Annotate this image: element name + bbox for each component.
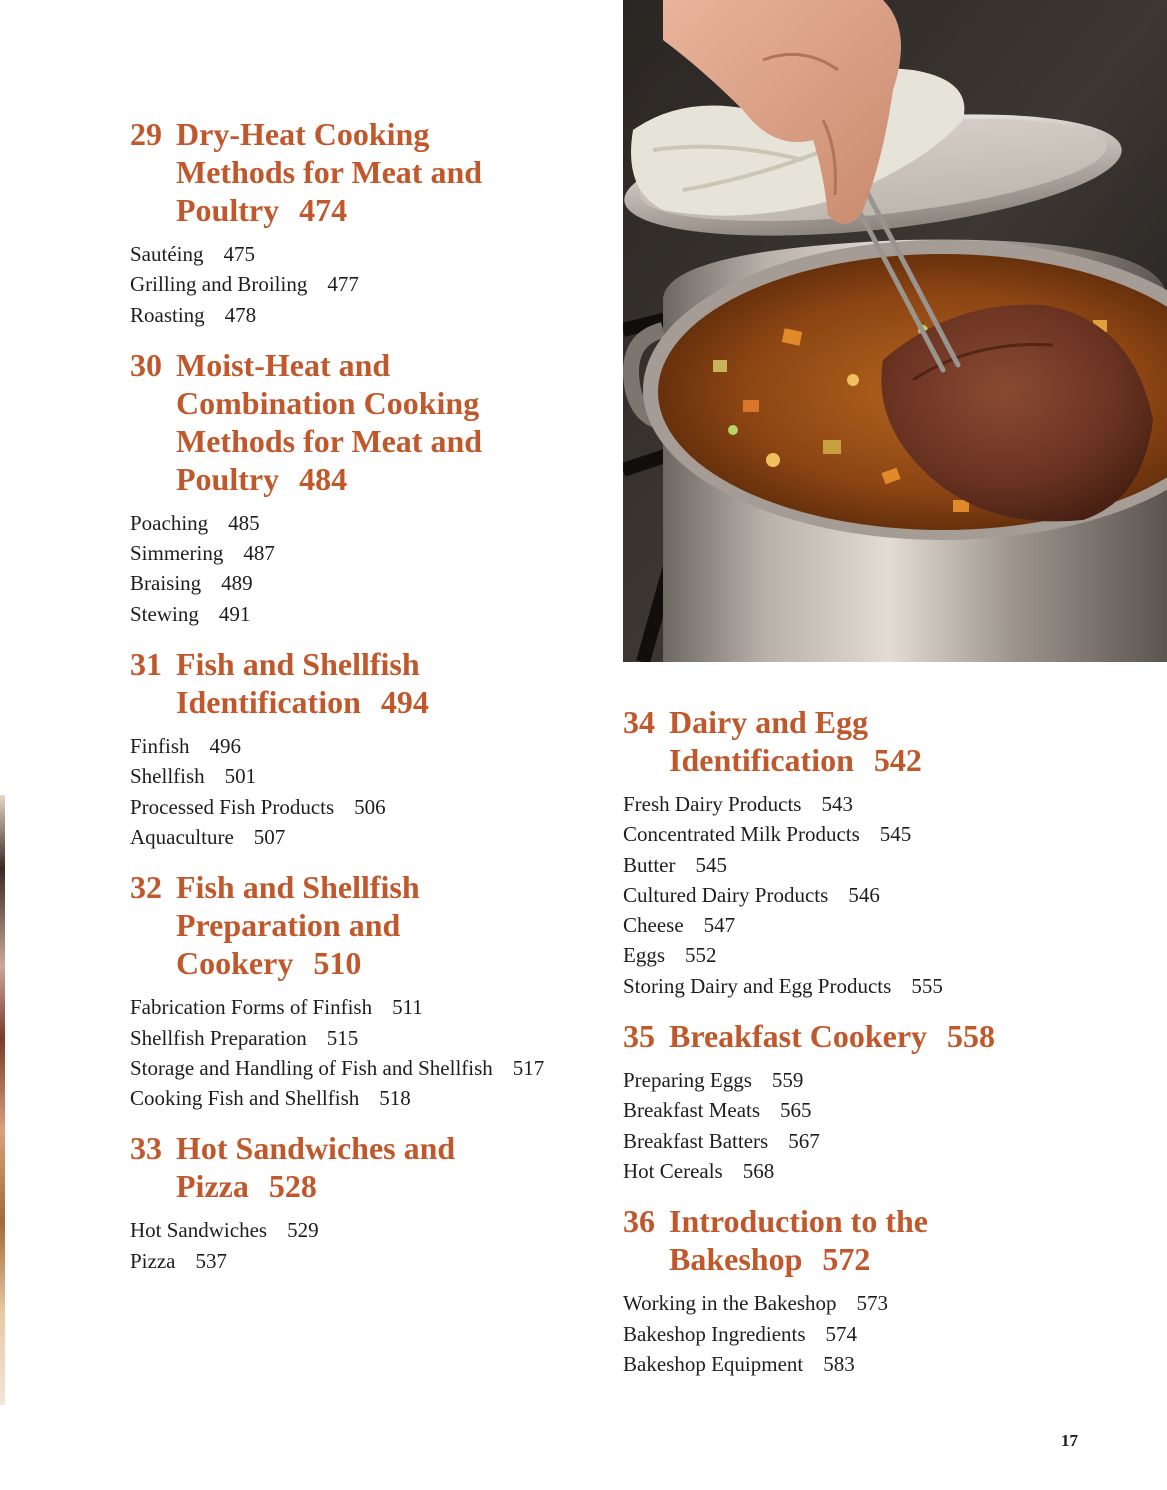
chapter-title-line: Cookery [176,945,294,982]
section-title: Hot Sandwiches [130,1218,268,1243]
section-entry[interactable] [623,910,1093,940]
section-title: Storing Dairy and Egg Products [623,973,892,998]
section-title: Storage and Handling of Fish and Shellfish [130,1055,493,1080]
section-title: Eggs [623,943,665,968]
chapter-title-line: Bakeshop [669,1241,803,1278]
section-list [130,1215,560,1276]
section-page-number: 485 [228,510,260,535]
section-page-number: 501 [224,764,257,789]
section-title: Fabrication Forms of Finfish [130,995,373,1020]
pot-roast-photo [623,0,1167,662]
chapter-title-line: Fish and Shellfish [176,646,420,683]
section-list [623,1065,1093,1186]
section-page-number: 547 [703,913,736,938]
section-page-number: 496 [209,734,242,759]
section-list [130,508,560,629]
section-entry[interactable] [130,269,560,299]
section-list [130,731,560,852]
section-page-number: 565 [780,1098,812,1123]
section-entry[interactable] [623,819,1093,849]
section-entry[interactable] [623,1126,1093,1156]
section-page-number: 559 [771,1068,804,1093]
chapter-number: 30 [130,346,162,383]
chapter-title-line: Methods for Meat and [176,422,483,459]
section-page-number: 511 [392,995,423,1020]
chapter-title-line: Hot Sandwiches and [176,1130,456,1167]
section-entry[interactable] [130,300,560,330]
chapter-page-number: 474 [299,192,348,228]
chapter-heading[interactable] [623,703,1093,779]
section-title: Working in the Bakeshop [623,1291,837,1316]
section-page-number: 568 [742,1158,775,1183]
section-entry[interactable] [623,1349,1093,1379]
section-entry[interactable] [623,1156,1093,1186]
section-page-number: 506 [354,794,386,819]
edge-photo-strip [0,795,5,1405]
section-title: Shellfish Preparation [130,1025,307,1050]
toc-left-column [130,115,560,1292]
chapter-page-number: 558 [947,1018,996,1055]
section-title: Aquaculture [130,824,234,849]
chapter-title-line: Combination Cooking [176,384,480,421]
section-title: Bakeshop Equipment [623,1351,804,1376]
chapter-number: 31 [130,646,162,683]
chapter-title-line: Introduction to the [669,1203,928,1240]
section-entry[interactable] [130,1083,560,1113]
section-title: Hot Cereals [623,1158,723,1183]
chapter-number: 29 [130,116,162,152]
chapter-heading[interactable] [130,868,560,982]
section-entry[interactable] [130,1053,560,1083]
section-title: Cultured Dairy Products [623,882,829,907]
section-page-number: 545 [879,822,912,847]
chapter-title-line: Identification [669,742,854,778]
section-page-number: 573 [856,1291,889,1316]
section-page-number: 555 [911,973,943,998]
section-title: Simmering [130,541,224,566]
section-list [130,992,560,1113]
chapter-page-number: 572 [822,1241,871,1278]
section-title: Fresh Dairy Products [623,792,802,816]
section-title: Cooking Fish and Shellfish [130,1086,360,1111]
section-entry[interactable] [130,239,560,269]
section-title: Breakfast Batters [623,1128,769,1153]
chapter-title-line: Pizza [176,1168,249,1205]
chapter-33 [130,1129,560,1276]
section-entry[interactable] [130,792,560,822]
chapter-page-number: 528 [268,1168,317,1205]
section-page-number: 478 [224,302,257,327]
chapter-number: 32 [130,869,162,906]
section-entry[interactable] [130,1023,560,1053]
chapter-title-line: Methods for Meat and [176,154,483,190]
section-title: Sautéing [130,242,204,266]
section-entry[interactable] [623,971,1093,1001]
section-page-number: 507 [253,824,286,849]
chapter-title-line: Dry-Heat Cooking [176,116,430,152]
section-page-number: 567 [788,1128,820,1153]
section-title: Processed Fish Products [130,794,335,819]
section-entry[interactable] [130,568,560,598]
section-page-number: 552 [685,943,717,968]
section-entry[interactable] [623,1288,1093,1318]
chapter-29 [130,115,560,330]
section-title: Shellfish [130,764,205,789]
chapter-32 [130,868,560,1113]
section-page-number: 545 [695,852,727,877]
chapter-heading[interactable] [623,1202,1093,1278]
section-title: Braising [130,571,202,596]
section-entry[interactable] [130,1215,560,1245]
section-entry[interactable] [623,1319,1093,1349]
chapter-36 [623,1202,1093,1379]
section-title: Bakeshop Ingredients [623,1321,806,1346]
section-entry[interactable] [130,1246,560,1276]
section-title: Grilling and Broiling [130,272,308,297]
chapter-heading[interactable] [130,645,560,721]
section-title: Poaching [130,510,209,535]
chapter-heading[interactable] [130,115,560,229]
section-entry[interactable] [623,850,1093,880]
chapter-title-line: Poultry [176,192,280,228]
chapter-page-number: 484 [299,460,348,497]
section-page-number: 475 [223,242,255,266]
chapter-page-number: 510 [313,945,362,982]
section-entry[interactable] [130,731,560,761]
chapter-number: 33 [130,1130,162,1167]
section-title: Cheese [623,913,684,938]
section-entry[interactable] [623,880,1093,910]
section-page-number: 543 [821,792,853,816]
section-entry[interactable] [130,761,560,791]
chapter-title-line: Identification [176,684,361,721]
section-page-number: 489 [221,571,253,596]
pot-roast-illustration [623,0,1167,662]
section-page-number: 583 [823,1351,855,1376]
section-list [623,1288,1093,1379]
chapter-35 [623,1017,1093,1186]
chapter-heading[interactable] [623,1017,1093,1055]
toc-right-column [623,703,1093,1395]
section-title: Roasting [130,302,205,327]
chapter-page-number: 494 [380,684,429,721]
section-title: Preparing Eggs [623,1068,752,1093]
chapter-title-line: Dairy and Egg [669,704,869,740]
chapter-34 [623,703,1093,1001]
section-page-number: 487 [243,541,275,566]
section-list [130,239,560,330]
section-page-number: 529 [287,1218,319,1243]
section-entry[interactable] [623,1065,1093,1095]
section-entry[interactable] [130,538,560,568]
chapter-30 [130,346,560,629]
chapter-number: 36 [623,1203,655,1240]
section-title: Finfish [130,734,190,759]
section-title: Stewing [130,601,199,626]
section-page-number: 515 [326,1025,359,1050]
section-title: Breakfast Meats [623,1098,761,1123]
section-page-number: 574 [825,1321,858,1346]
section-page-number: 491 [218,601,251,626]
section-entry[interactable] [130,599,560,629]
chapter-heading[interactable] [130,1129,560,1205]
section-title: Pizza [130,1248,176,1273]
chapter-title-line: Poultry [176,460,280,497]
chapter-heading[interactable] [130,346,560,498]
section-page-number: 477 [327,272,359,297]
section-entry[interactable] [130,992,560,1022]
section-entry[interactable] [130,508,560,538]
section-entry[interactable] [623,940,1093,970]
section-title: Concentrated Milk Products [623,822,860,847]
section-page-number: 537 [195,1248,227,1273]
page-number: 17 [1061,1431,1078,1450]
chapter-number: 34 [623,704,655,740]
section-page-number: 518 [379,1086,411,1111]
section-list [623,789,1093,1001]
chapter-title-line: Fish and Shellfish [176,869,420,906]
section-page-number: 517 [512,1055,545,1080]
section-title: Butter [623,852,676,877]
chapter-title-line: Breakfast Cookery [669,1018,928,1055]
chapter-page-number: 542 [873,742,922,778]
section-page-number: 546 [848,882,880,907]
chapter-number: 35 [623,1018,655,1055]
chapter-title-line: Preparation and [176,907,401,944]
section-entry[interactable] [130,822,560,852]
chapter-title-line: Moist-Heat and [176,346,391,383]
section-entry[interactable] [623,789,1093,819]
chapter-31 [130,645,560,852]
section-entry[interactable] [623,1095,1093,1125]
